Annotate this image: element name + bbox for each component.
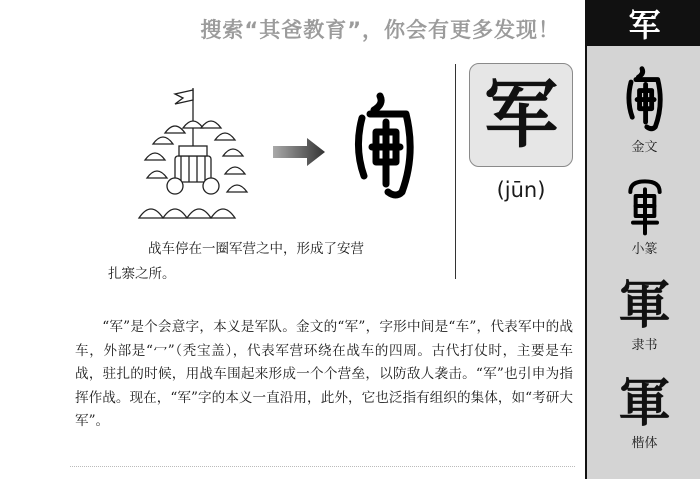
bottom-divider [70, 466, 575, 468]
form-jinwen [587, 64, 700, 155]
bronze-script-glyph [352, 92, 418, 200]
form-label: 隶书 [631, 338, 658, 353]
divider [455, 64, 456, 279]
form-xiaozhuan [587, 172, 700, 257]
script-forms-sidebar [585, 0, 700, 479]
form-lishu [587, 275, 700, 353]
camp-illustration [135, 78, 255, 228]
arrow-right-icon [273, 138, 325, 166]
xiaozhuan-glyph [625, 172, 665, 236]
lishu-glyph: 軍 [618, 275, 671, 336]
explanation-text: “军”是个会意字，本义是军队。金文的“军”，字形中间是“车”，代表军中的战车，外部是“冖”（秃宝盖），代表军营环绕在战车的四周。古代打仗时，主要是车战，驻扎的时候，用战车围起来形成一个个营垒，以防敌人袭击。“军”也引申为指挥作战。现在，“军”字的本义一直沿用，此外，它也泛指有组织的集体，如“考研大军”。 [75, 319, 573, 430]
form-label: 小篆 [631, 242, 658, 257]
form-label: 金文 [631, 140, 658, 155]
jinwen-glyph [625, 64, 665, 134]
sidebar-title: 军 [587, 0, 700, 46]
promo-banner: 搜索“其爸教育”，你会有更多发现！ [200, 18, 560, 42]
form-kaiti [587, 373, 700, 451]
illustration-caption: 战车停在一圈军营之中，形成了安营 扎寨之所。 [108, 241, 364, 282]
character-card [469, 63, 573, 167]
pinyin: (jūn) [496, 178, 546, 202]
main-character: 军 [484, 72, 558, 158]
form-label: 楷体 [631, 436, 658, 451]
kaiti-glyph: 軍 [618, 373, 671, 434]
